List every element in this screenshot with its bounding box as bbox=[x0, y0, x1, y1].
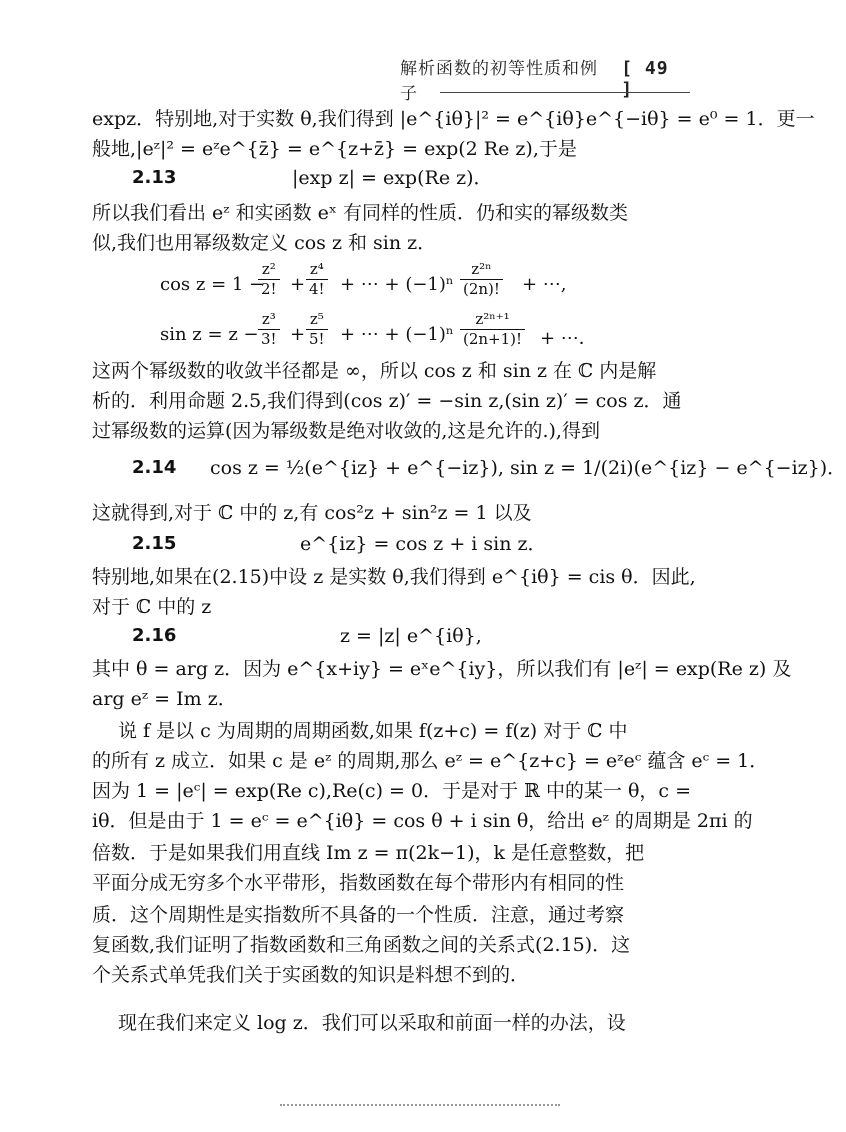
header-rule bbox=[440, 92, 690, 93]
scan-artifact bbox=[280, 1104, 560, 1112]
series-fraction bbox=[306, 260, 328, 299]
fraction-numerator: z²ⁿ bbox=[471, 260, 492, 278]
running-header bbox=[400, 58, 690, 104]
text-line: arg eᶻ = Im z． bbox=[92, 688, 237, 710]
series-tail: + ⋯, bbox=[522, 274, 567, 295]
equation-label: 2.16 bbox=[132, 625, 177, 646]
text-line: 过幂级数的运算(因为幂级数是绝对收敛的,这是允许的.),得到 bbox=[92, 420, 600, 442]
fraction-numerator: z² bbox=[261, 260, 276, 278]
text-line: 因为 1 = |eᶜ| = exp(Re c),Re(c) = 0．于是对于 ℝ 中的某一 θ，c = bbox=[92, 780, 692, 802]
fraction-numerator: z²ⁿ⁺¹ bbox=[475, 310, 510, 328]
series-middle: + ⋯ + (−1)ⁿ bbox=[340, 324, 454, 345]
equation-label: 2.15 bbox=[132, 533, 177, 554]
equation-2-13 bbox=[92, 162, 692, 194]
text-line: 对于 ℂ 中的 z bbox=[92, 596, 212, 618]
fraction-numerator: z⁵ bbox=[309, 310, 324, 328]
fraction-numerator: z⁴ bbox=[309, 260, 324, 278]
series-lhs: sin z = z − bbox=[160, 324, 259, 345]
series-fraction bbox=[460, 260, 503, 299]
equation-2-15 bbox=[92, 528, 692, 560]
text-line: 似,我们也用幂级数定义 cos z 和 sin z． bbox=[92, 232, 437, 254]
text-line: 的所有 z 成立．如果 c 是 eᶻ 的周期,那么 eᶻ = e^{z+c} = eᶻeᶜ 蕴含 eᶜ = 1． bbox=[92, 750, 769, 772]
fraction-denominator: 4! bbox=[309, 280, 325, 298]
cos-series bbox=[160, 258, 680, 308]
text-line: 个关系式单凭我们关于实函数的知识是料想不到的． bbox=[92, 964, 530, 986]
text-line: 这两个幂级数的收敛半径都是 ∞，所以 cos z 和 sin z 在 ℂ 内是解 bbox=[92, 360, 657, 382]
text-line: 所以我们看出 eᶻ 和实函数 eˣ 有同样的性质．仍和实的幂级数类 bbox=[92, 202, 628, 224]
plus-sign: + bbox=[290, 324, 306, 345]
equation-body: e^{iz} = cos z + i sin z． bbox=[300, 533, 547, 555]
text-line: 般地,|eᶻ|² = eᶻe^{z̄} = e^{z+z̄} = exp(2 Re z),于是 bbox=[92, 138, 577, 160]
series-fraction bbox=[258, 310, 280, 349]
equation-body: z = |z| e^{iθ}, bbox=[340, 625, 482, 647]
fraction-denominator: 5! bbox=[309, 330, 325, 348]
fraction-denominator: (2n+1)! bbox=[463, 330, 523, 348]
series-tail: + ⋯． bbox=[540, 328, 597, 349]
equation-body: |exp z| = exp(Re z)． bbox=[292, 167, 493, 189]
text-line: 倍数．于是如果我们用直线 Im z = π(2k−1)，k 是任意整数，把 bbox=[92, 842, 645, 864]
text-line: 复函数,我们证明了指数函数和三角函数之间的关系式(2.15)．这 bbox=[92, 934, 631, 956]
equation-label: 2.14 bbox=[132, 457, 177, 478]
text-line: 平面分成无穷多个水平带形，指数函数在每个带形内有相同的性 bbox=[92, 872, 625, 894]
text-line: 其中 θ = arg z．因为 e^{x+iy} = eˣe^{iy}，所以我们有 |eᶻ| = exp(Re z) 及 bbox=[92, 658, 792, 680]
header-title: 解析函数的初等性质和例子 bbox=[400, 59, 598, 104]
plus-sign: + bbox=[290, 274, 306, 295]
text-line: 析的．利用命题 2.5,我们得到(cos z)′ = −sin z,(sin z)′ = cos z．通 bbox=[92, 390, 682, 412]
series-lhs: cos z = 1 − bbox=[160, 274, 265, 295]
series-fraction bbox=[306, 310, 328, 349]
paragraph-first-line: 现在我们来定义 log z．我们可以采取和前面一样的办法，设 bbox=[118, 1012, 626, 1034]
page-number: [ 49 ] bbox=[621, 58, 669, 100]
series-middle: + ⋯ + (−1)ⁿ bbox=[340, 274, 454, 295]
text-line: iθ．但是由于 1 = eᶜ = e^{iθ} = cos θ + i sin θ，给出 eᶻ 的周期是 2πi 的 bbox=[92, 810, 753, 832]
paragraph-first-line: 说 f 是以 c 为周期的周期函数,如果 f(z+c) = f(z) 对于 ℂ 中 bbox=[118, 720, 628, 742]
fraction-numerator: z³ bbox=[261, 310, 276, 328]
fraction-denominator: 3! bbox=[261, 330, 277, 348]
equation-2-14 bbox=[92, 452, 846, 484]
equation-body: cos z = ½(e^{iz} + e^{−iz}), sin z = 1/(2i)(e^{iz} − e^{−iz})． bbox=[210, 457, 846, 479]
text-line: 特别地,如果在(2.15)中设 z 是实数 θ,我们得到 e^{iθ} = cis θ．因此, bbox=[92, 566, 696, 588]
fraction-denominator: 2! bbox=[261, 280, 277, 298]
fraction-denominator: (2n)! bbox=[463, 280, 500, 298]
text-line: 这就得到,对于 ℂ 中的 z,有 cos²z + sin²z = 1 以及 bbox=[92, 502, 532, 524]
text-line: expz．特别地,对于实数 θ,我们得到 |e^{iθ}|² = e^{iθ}e^{−iθ} = e⁰ = 1．更一 bbox=[92, 108, 815, 130]
text-line: 质．这个周期性是实指数所不具备的一个性质．注意，通过考察 bbox=[92, 904, 625, 926]
equation-label: 2.13 bbox=[132, 167, 177, 188]
equation-2-16 bbox=[92, 620, 692, 652]
series-fraction bbox=[258, 260, 280, 299]
sin-series bbox=[160, 308, 680, 358]
series-fraction bbox=[460, 310, 525, 349]
